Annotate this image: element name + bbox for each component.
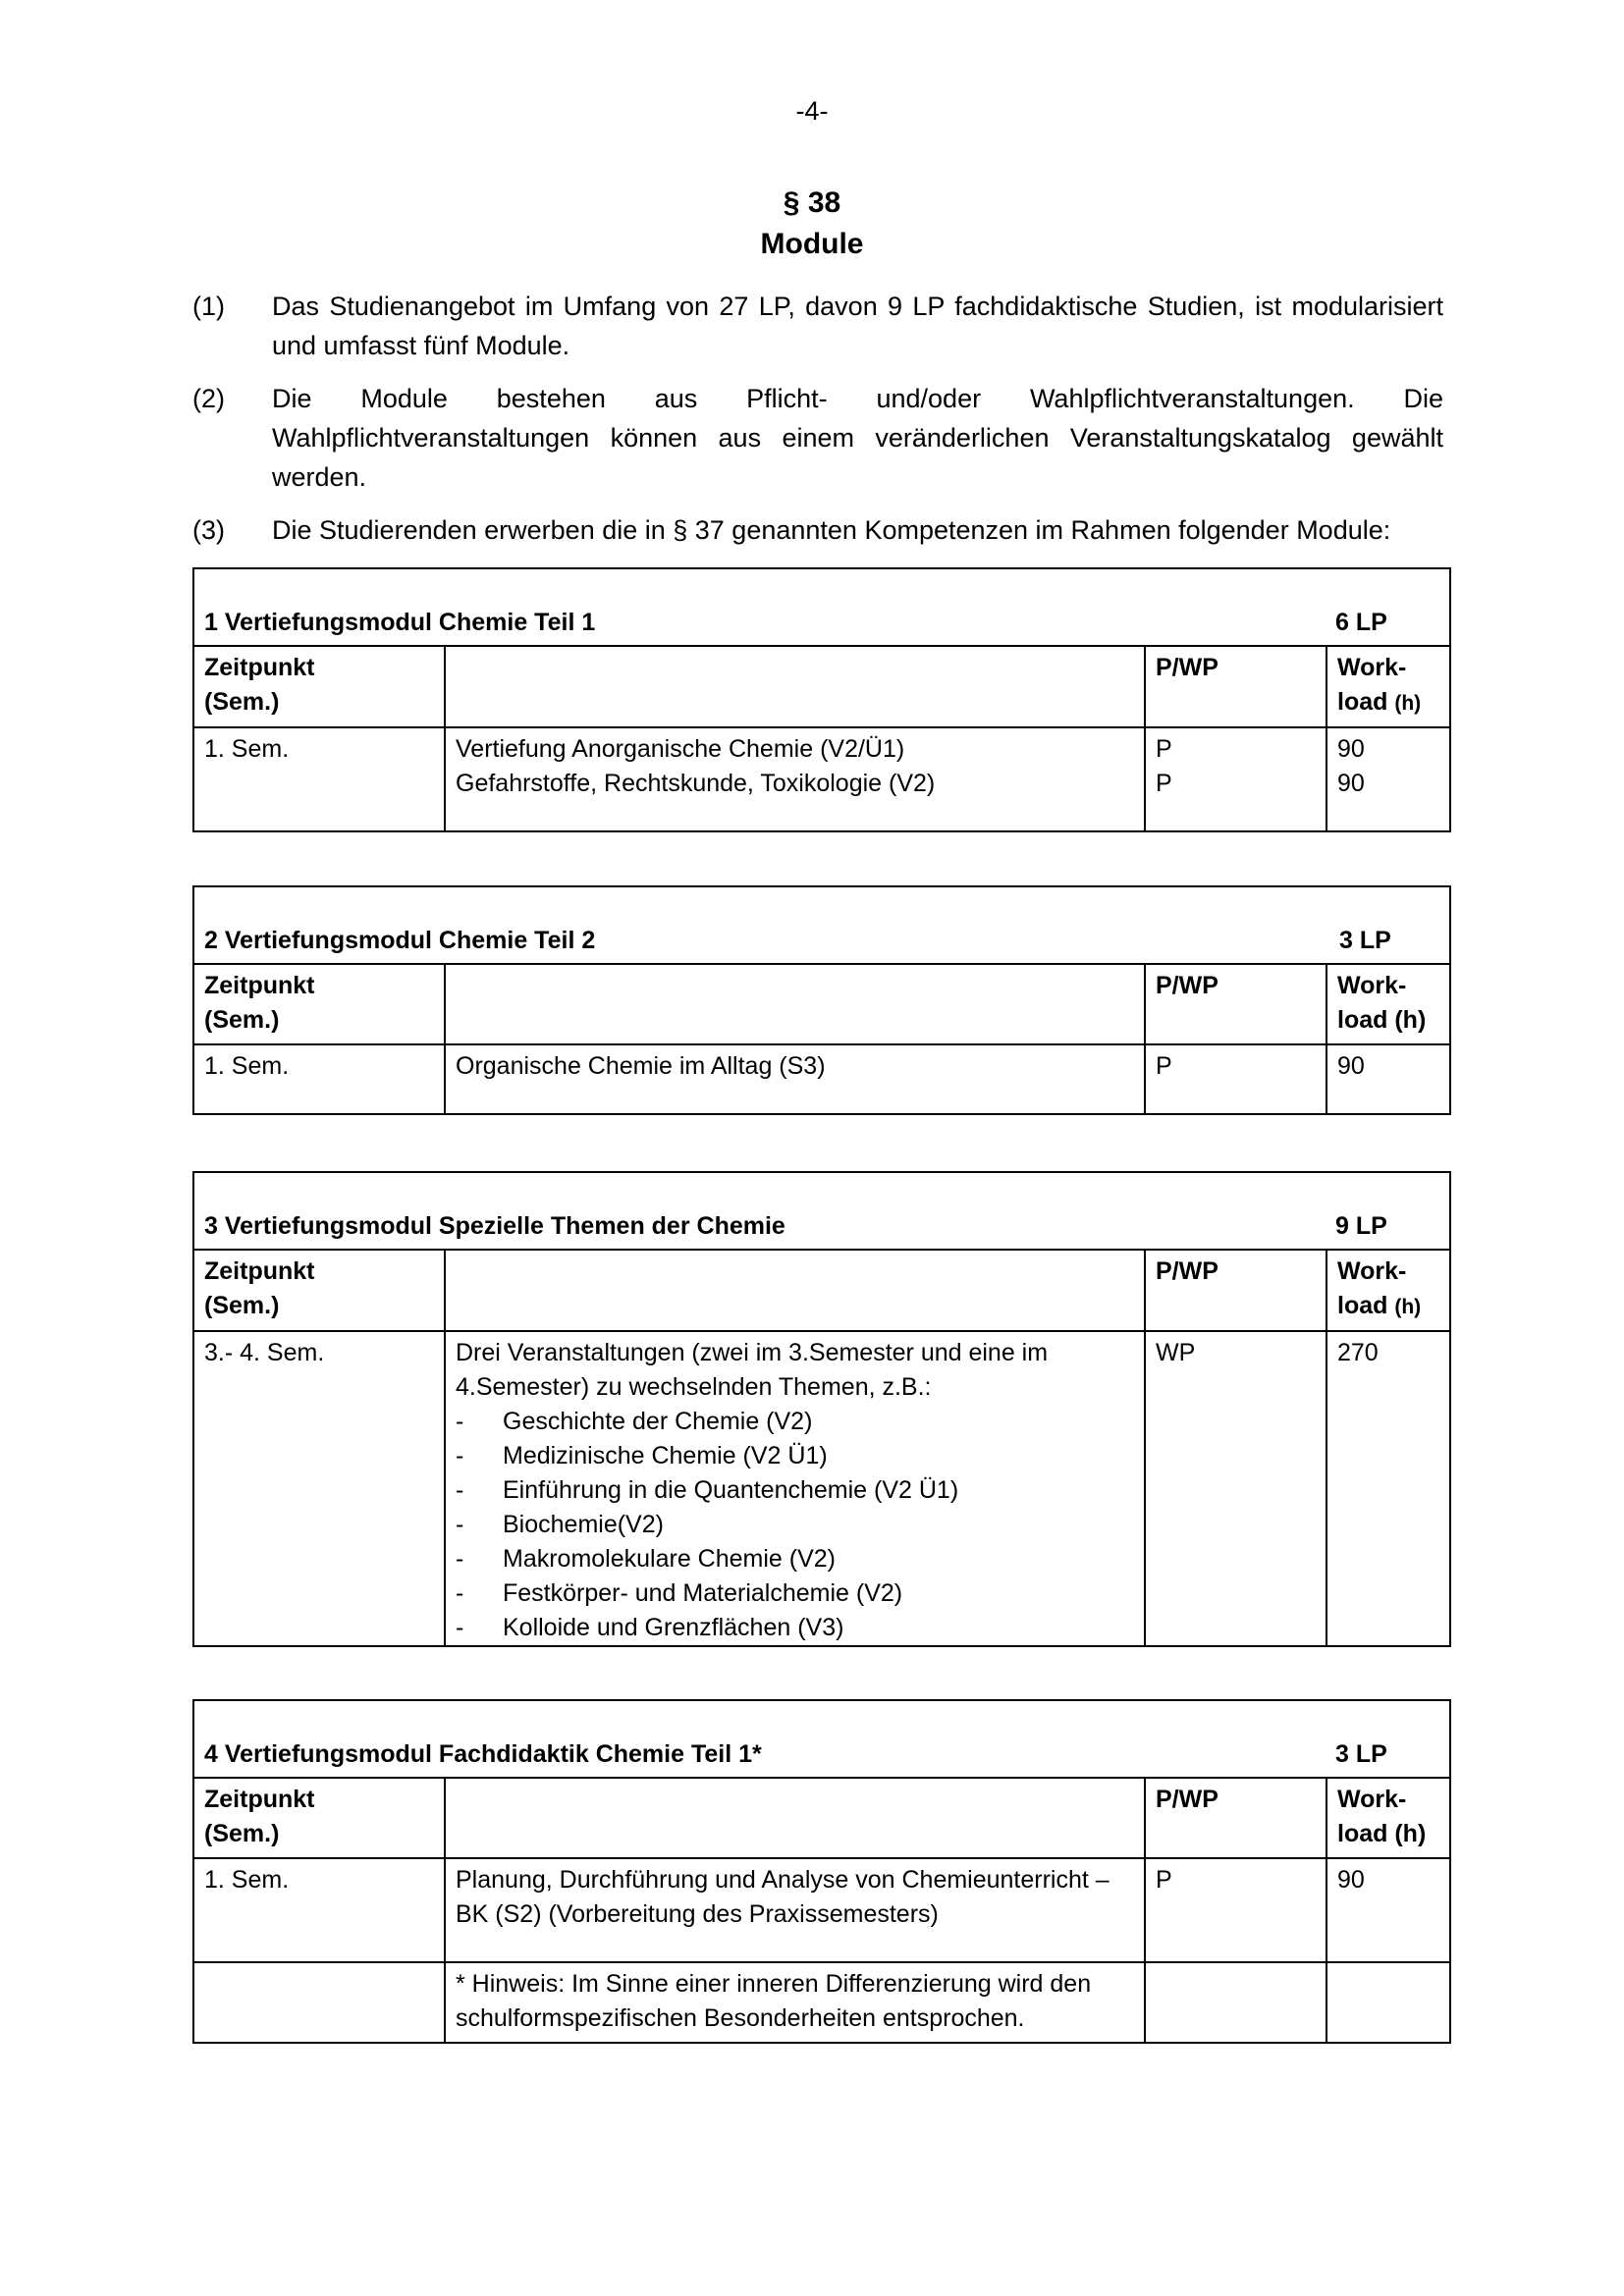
zeitpunkt-header: Zeitpunkt (204, 654, 315, 681)
module-table-4 (192, 1699, 1451, 2044)
zeitpunkt-header-sub: (Sem.) (204, 1006, 280, 1034)
workload-header: Work- (1337, 1786, 1407, 1813)
note-row (194, 1962, 1449, 2042)
column-header-row (194, 1779, 1449, 1858)
workload-cell: 90 (1326, 1044, 1449, 1113)
note-text: schulformspezifischen Besonderheiten entsprochen. (456, 2004, 1025, 2032)
zeitpunkt-header-sub: (Sem.) (204, 1292, 280, 1319)
workload-unit: (h) (1394, 1820, 1427, 1847)
workload-header: Work- (1337, 972, 1407, 999)
topic-item (456, 1439, 1134, 1473)
bullet: - (456, 1442, 464, 1469)
course-item: Vertiefung Anorganische Chemie (V2/Ü1) (456, 735, 905, 763)
workload-unit: (h) (1394, 1296, 1422, 1318)
table-row (194, 1331, 1449, 1645)
bullet: - (456, 1614, 464, 1641)
bullet: - (456, 1545, 464, 1573)
topic-label: Geschichte der Chemie (V2) (503, 1408, 813, 1435)
column-header-row (194, 1251, 1449, 1331)
pwp-cell: WP (1145, 1331, 1326, 1645)
module-header (194, 1173, 1449, 1251)
course-item: Gefahrstoffe, Rechtskunde, Toxikologie (V2) (456, 770, 936, 797)
workload-unit: (h) (1394, 692, 1422, 715)
topic-item (456, 1405, 1134, 1439)
course-cell (445, 1858, 1145, 1962)
workload-header-sub: load (1337, 1292, 1388, 1319)
zeitpunkt-cell: 1. Sem. (194, 727, 445, 830)
paragraph-1 (192, 287, 1443, 365)
module-header (194, 1701, 1449, 1779)
section-title: Module (760, 228, 864, 260)
course-intro: Drei Veranstaltungen (zwei im 3.Semester und eine im (456, 1339, 1049, 1366)
pwp-value: P (1156, 735, 1172, 763)
bullet: - (456, 1408, 464, 1435)
paragraph-2 (192, 379, 1443, 497)
paragraph-text: Das Studienangebot im Umfang von 27 LP, davon 9 LP fachdidaktische Studien, ist modularisiert und umfasst fünf Module. (272, 292, 1443, 360)
workload-unit: (h) (1394, 1006, 1427, 1034)
pwp-cell (1145, 727, 1326, 830)
module-credits: 3 LP (1339, 927, 1391, 954)
workload-cell (1326, 727, 1449, 830)
pwp-header: P/WP (1145, 1779, 1326, 1858)
course-cell (445, 1331, 1145, 1645)
zeitpunkt-cell: 3.- 4. Sem. (194, 1331, 445, 1645)
workload-header-sub: load (1337, 688, 1388, 716)
pwp-header: P/WP (1145, 1251, 1326, 1331)
workload-header: Work- (1337, 654, 1407, 681)
topic-label: Festkörper- und Materialchemie (V2) (503, 1579, 903, 1607)
pwp-value: P (1156, 770, 1172, 797)
zeitpunkt-header-sub: (Sem.) (204, 1820, 280, 1847)
page-number: -4- (795, 96, 829, 126)
topic-label: Einführung in die Quantenchemie (V2 Ü1) (503, 1476, 959, 1504)
paragraph-3 (192, 510, 1443, 550)
topic-item (456, 1508, 1134, 1542)
zeitpunkt-header: Zeitpunkt (204, 1257, 315, 1285)
paragraph-text: Die Module bestehen aus Pflicht- und/oder Wahlpflichtveranstaltungen. Die Wahlpflichtveranstaltungen können aus einem veränderlichen Veranstaltungskatalog gewählt werden. (272, 384, 1443, 492)
section-number: § 38 (783, 187, 841, 219)
zeitpunkt-header-sub: (Sem.) (204, 688, 280, 716)
workload-cell: 270 (1326, 1331, 1449, 1645)
pwp-header: P/WP (1145, 965, 1326, 1044)
module-title: 2 Vertiefungsmodul Chemie Teil 2 (204, 927, 596, 954)
course-cell (445, 727, 1145, 830)
paragraph-number: (2) (192, 384, 225, 413)
topic-item (456, 1611, 1134, 1645)
workload-header-sub: load (1337, 1820, 1388, 1847)
course-cell: Organische Chemie im Alltag (S3) (445, 1044, 1145, 1113)
workload-header-sub: load (1337, 1006, 1388, 1034)
table-row (194, 1044, 1449, 1113)
pwp-cell: P (1145, 1858, 1326, 1962)
zeitpunkt-cell: 1. Sem. (194, 1044, 445, 1113)
module-header (194, 887, 1449, 965)
bullet: - (456, 1476, 464, 1504)
workload-value: 90 (1337, 770, 1365, 797)
course-intro: 4.Semester) zu wechselnden Themen, z.B.: (456, 1373, 932, 1401)
bullet: - (456, 1579, 464, 1607)
topic-label: Biochemie(V2) (503, 1511, 664, 1538)
workload-cell: 90 (1326, 1858, 1449, 1962)
column-header-row (194, 965, 1449, 1044)
topic-label: Kolloide und Grenzflächen (V3) (503, 1614, 844, 1641)
pwp-header: P/WP (1145, 647, 1326, 727)
module-table-2 (192, 885, 1451, 1115)
module-credits: 6 LP (1335, 609, 1387, 636)
paragraph-text: Die Studierenden erwerben die in § 37 genannten Kompetenzen im Rahmen folgender Module: (272, 515, 1391, 545)
workload-value: 90 (1337, 735, 1365, 763)
topic-label: Makromolekulare Chemie (V2) (503, 1545, 837, 1573)
topic-item (456, 1576, 1134, 1611)
module-title: 1 Vertiefungsmodul Chemie Teil 1 (204, 609, 596, 636)
course-item: BK (S2) (Vorbereitung des Praxissemesters) (456, 1900, 939, 1928)
pwp-cell: P (1145, 1044, 1326, 1113)
module-credits: 3 LP (1335, 1740, 1387, 1768)
zeitpunkt-cell: 1. Sem. (194, 1858, 445, 1962)
module-title: 4 Vertiefungsmodul Fachdidaktik Chemie Teil 1* (204, 1740, 762, 1768)
column-header-row (194, 647, 1449, 727)
module-header (194, 569, 1449, 647)
bullet: - (456, 1511, 464, 1538)
topic-label: Medizinische Chemie (V2 Ü1) (503, 1442, 828, 1469)
module-credits: 9 LP (1335, 1212, 1387, 1240)
table-row (194, 727, 1449, 830)
paragraph-number: (3) (192, 515, 225, 545)
course-item: Planung, Durchführung und Analyse von Chemieunterricht – (456, 1866, 1110, 1894)
workload-header: Work- (1337, 1257, 1407, 1285)
module-table-3 (192, 1171, 1451, 1647)
module-title: 3 Vertiefungsmodul Spezielle Themen der Chemie (204, 1212, 785, 1240)
note-cell (445, 1962, 1145, 2042)
topic-item (456, 1473, 1134, 1508)
module-table-1 (192, 567, 1451, 832)
paragraph-number: (1) (192, 292, 225, 321)
table-row (194, 1858, 1449, 1962)
zeitpunkt-header: Zeitpunkt (204, 1786, 315, 1813)
topic-item (456, 1542, 1134, 1576)
zeitpunkt-header: Zeitpunkt (204, 972, 315, 999)
note-text: * Hinweis: Im Sinne einer inneren Differenzierung wird den (456, 1970, 1092, 1998)
